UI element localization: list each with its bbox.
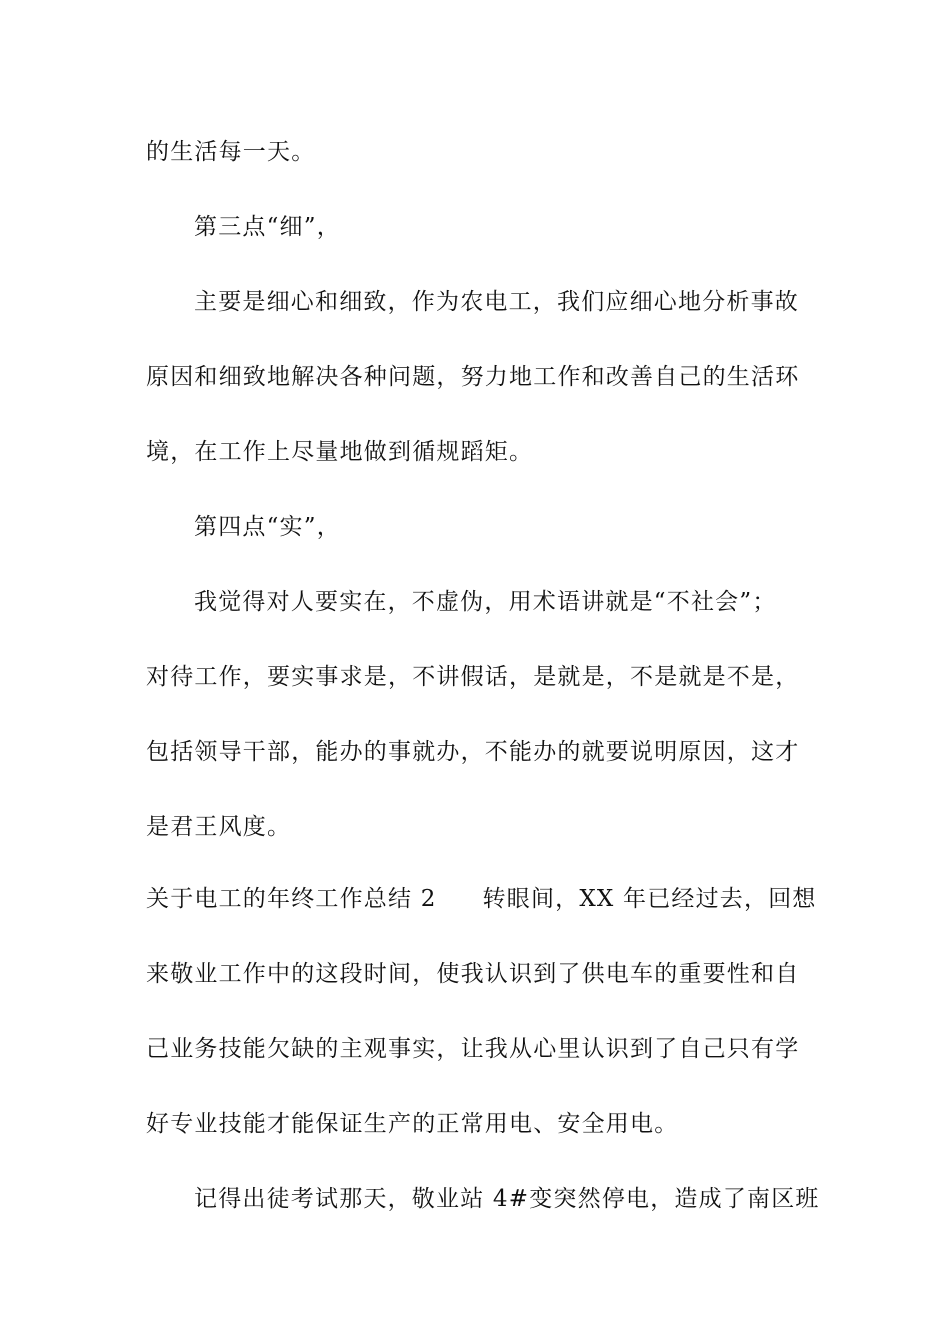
text-line: 好专业技能才能保证生产的正常用电、安全用电。 [146, 1111, 679, 1137]
text-line: 对待工作，要实事求是，不讲假话，是就是，不是就是不是， [146, 664, 800, 690]
text-line: 第四点“实”， [194, 514, 341, 540]
text-line: 是君王风度。 [146, 814, 292, 840]
text-line: 主要是细心和细致，作为农电工，我们应细心地分析事故 [194, 289, 799, 315]
text-line: 来敬业工作中的这段时间，使我认识到了供电车的重要性和自 [146, 961, 800, 987]
section-heading: 关于电工的年终工作总结 2 [146, 886, 437, 912]
text-line: 境，在工作上尽量地做到循规蹈矩。 [146, 439, 534, 465]
text-line: 第三点“细”， [194, 214, 341, 240]
text-line: 原因和细致地解决各种问题，努力地工作和改善自己的生活环 [146, 364, 800, 390]
text-line: 转眼间，XX 年已经过去，回想 [482, 886, 817, 912]
section-heading-line [146, 884, 817, 914]
text-line: 包括领导干部，能办的事就办，不能办的就要说明原因，这才 [146, 739, 800, 765]
text-line: 记得出徒考试那天，敬业站 4#变突然停电，造成了南区班 [194, 1186, 820, 1212]
text-line: 的生活每一天。 [146, 139, 316, 165]
text-line: 我觉得对人要实在，不虚伪，用术语讲就是“不社会”； [194, 589, 777, 615]
text-line: 己业务技能欠缺的主观事实，让我从心里认识到了自己只有学 [146, 1036, 800, 1062]
